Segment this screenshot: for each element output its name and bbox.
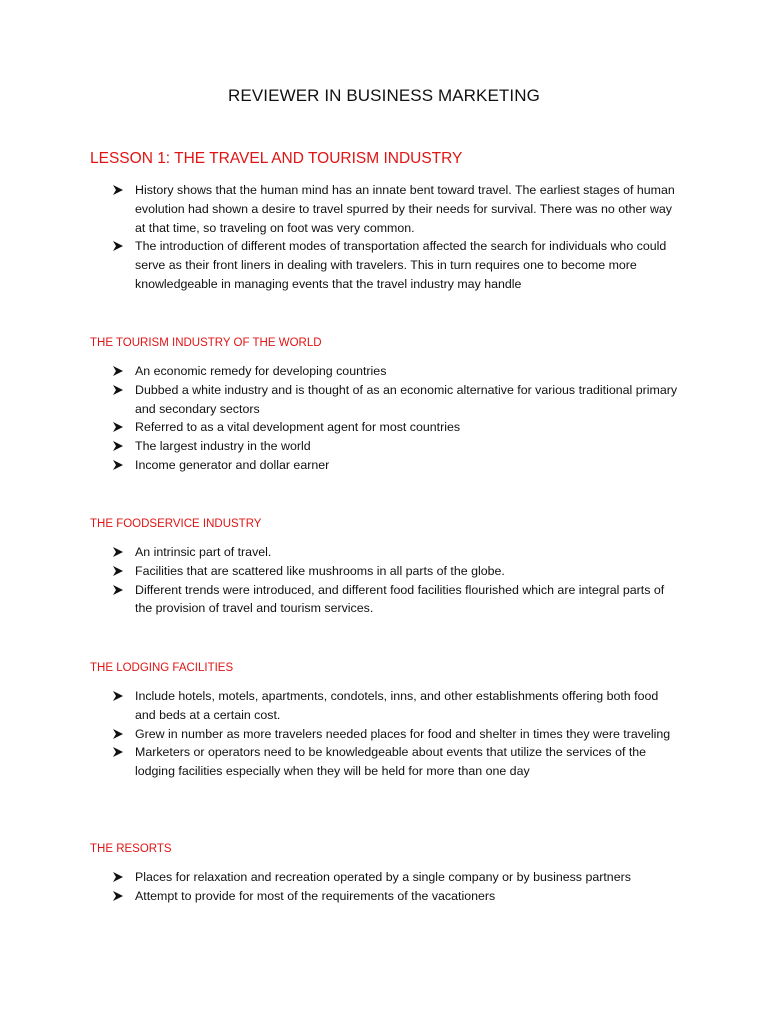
list-item-text: Include hotels, motels, apartments, condotels, inns, and other establishments offering both food and beds at a certain cost. <box>135 689 659 722</box>
list-item <box>112 687 682 725</box>
list-item-text: History shows that the human mind has an innate bent toward travel. The earliest stages of human evolution had shown a desire to travel spurred by their needs for survival. There was no other way at that time, so traveling on foot was very common. <box>135 183 675 235</box>
list-item <box>112 868 682 887</box>
list-item <box>112 743 682 781</box>
arrow-bullet-icon <box>112 890 124 902</box>
lodging-bullet-list <box>112 687 682 781</box>
list-item <box>112 581 682 619</box>
foodservice-bullet-list <box>112 543 682 618</box>
list-item <box>112 362 682 381</box>
section-title-foodservice: THE FOODSERVICE INDUSTRY <box>90 518 262 530</box>
list-item-text: Facilities that are scattered like mushrooms in all parts of the globe. <box>135 563 505 578</box>
section-title-tourism: THE TOURISM INDUSTRY OF THE WORLD <box>90 337 322 349</box>
arrow-bullet-icon <box>112 746 124 758</box>
list-item <box>112 456 682 475</box>
list-item <box>112 418 682 437</box>
arrow-bullet-icon <box>112 459 124 471</box>
arrow-bullet-icon <box>112 384 124 396</box>
list-item-text: An economic remedy for developing countries <box>135 364 387 378</box>
arrow-bullet-icon <box>112 565 124 577</box>
arrow-bullet-icon <box>112 240 124 252</box>
arrow-bullet-icon <box>112 421 124 433</box>
list-item-text: The introduction of different modes of transportation affected the search for individuals who could serve as their front liners in dealing with travelers. This in turn requires one to become more knowledgeable in managing events that the travel industry may handle <box>135 239 667 291</box>
list-item <box>112 437 682 456</box>
arrow-bullet-icon <box>112 440 124 452</box>
arrow-bullet-icon <box>112 365 124 377</box>
list-item-text: Different trends were introduced, and different food facilities flourished which are integral parts of the provision of travel and tourism services. <box>135 582 665 616</box>
list-item <box>112 562 682 581</box>
section-title-lodging: THE LODGING FACILITIES <box>90 662 234 674</box>
arrow-bullet-icon <box>112 546 124 558</box>
list-item-text: Attempt to provide for most of the requirements of the vacationers <box>135 888 496 903</box>
lesson-bullet-list <box>112 181 682 294</box>
arrow-bullet-icon <box>112 871 124 883</box>
list-item-text: Referred to as a vital development agent for most countries <box>135 420 461 435</box>
arrow-bullet-icon <box>112 728 124 740</box>
arrow-bullet-icon <box>112 184 124 196</box>
list-item-text: Places for relaxation and recreation operated by a single company or by business partners <box>135 870 631 884</box>
lesson-title: LESSON 1: THE TRAVEL AND TOURISM INDUSTRY <box>90 150 463 167</box>
list-item-text: The largest industry in the world <box>135 439 311 454</box>
list-item-text: Marketers or operators need to be knowledgeable about events that utilize the services of the lodging facilities especially when they will be held for more than one day <box>135 745 647 779</box>
list-item <box>112 543 682 562</box>
list-item <box>112 181 682 237</box>
tourism-bullet-list <box>112 362 682 475</box>
list-item-text: Dubbed a white industry and is thought of as an economic alternative for various traditional primary and secondary sectors <box>135 382 678 416</box>
list-item-text: An intrinsic part of travel. <box>135 545 272 559</box>
list-item <box>112 725 682 744</box>
section-title-resorts: THE RESORTS <box>90 843 172 855</box>
list-item <box>112 237 682 293</box>
arrow-bullet-icon <box>112 584 124 596</box>
list-item <box>112 381 682 419</box>
list-item <box>112 887 682 906</box>
list-item-text: Grew in number as more travelers needed places for food and shelter in times they were traveling <box>135 726 671 741</box>
list-item-text: Income generator and dollar earner <box>135 457 330 472</box>
resorts-bullet-list <box>112 868 682 906</box>
arrow-bullet-icon <box>112 690 124 702</box>
document-title: REVIEWER IN BUSINESS MARKETING <box>228 86 540 105</box>
